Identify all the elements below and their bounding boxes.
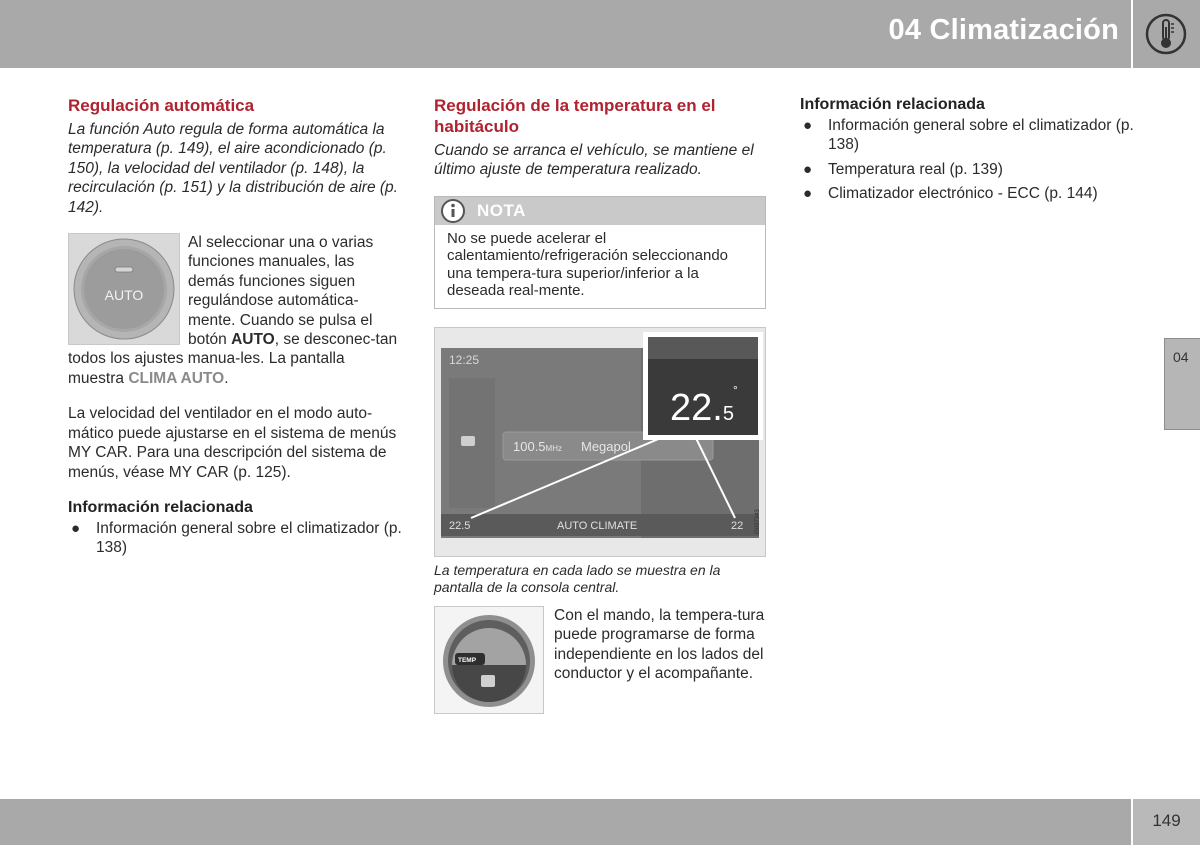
section-intro: Cuando se arranca el vehículo, se mantiene el último ajuste de temperatura realizado. [434,142,754,179]
page-footer [0,799,1131,845]
section-heading: Regulación de la temperatura en el habitáculo [434,96,716,136]
note-text: No se puede acelerar el calentamiento/refrigeración seleccionando una tempera-tura superior/inferior a la deseada real-mente. [447,229,729,300]
display-right-temp: 22 [731,519,744,532]
clima-auto-display-text: CLIMA AUTO [128,369,225,387]
figure-caption: La temperatura en cada lado se muestra en la pantalla de la consola central. [434,561,721,595]
chapter-side-tab-label: 04 [1173,349,1189,365]
column-related-info [800,95,1134,209]
display-left-temp: 22.5 [449,519,471,532]
auto-keyword: AUTO [231,331,275,349]
display-clock: 12:25 [449,352,480,367]
page-number-box [1133,799,1200,845]
related-heading: Información relacionada [68,498,253,516]
related-list [800,116,1134,204]
paragraph-temp-knob: Con el mando, la tempera-tura puede programarse de forma independiente en los lados del conductor y el acompañante. [554,606,765,683]
display-frequency-unit: MHz [545,443,562,453]
column-cabin-temperature [434,95,766,714]
column-auto-regulation [68,95,402,563]
page-header [0,0,1131,68]
note-title: NOTA [477,200,526,220]
related-heading: Información relacionada [800,96,985,113]
related-list [68,519,402,558]
note-header [435,197,765,225]
section-heading: Regulación automática [68,96,255,115]
display-frequency: 100.5 [513,438,546,454]
display-station: Megapol [581,438,631,454]
chapter-icon-box [1133,0,1200,68]
temp-knob-label: TEMP [458,656,477,664]
note-box [434,196,766,309]
section-intro: La función Auto regula de forma automática la temperatura (p. 149), el aire acondicionado (p. 150), la velocidad del ventilador (p. 148), la recirculación (p. 151) y la distribución de aire (p. 142). [68,121,398,216]
chapter-title: 04 Climatización [888,14,1119,46]
display-status: AUTO CLIMATE [557,519,638,532]
auto-button-image [68,233,180,345]
auto-button-label: AUTO [104,287,144,304]
zoom-temp-decimal: 5 [722,402,734,425]
chapter-side-tab[interactable] [1164,338,1200,430]
related-link[interactable]: ● Temperatura real (p. 139) [803,160,1003,178]
related-link[interactable]: ● Información general sobre el climatizador (p. 138) [803,117,1134,154]
zoom-temp-value: 22. [670,386,723,429]
page-number: 149 [1152,811,1181,830]
figure-code: G037343 [755,509,761,534]
related-link[interactable]: ● Climatizador electrónico - ECC (p. 144) [803,185,1098,203]
thermometer-icon [1143,13,1189,55]
paragraph-manual-functions: Al seleccionar una o varias funciones manuales, las demás funciones siguen regulándose automática-mente. Cuando se pulsa el botón AUTO, se desconec-tan todos los ajustes manua-les. La pantalla muestra CLIMA AUTO. [68,234,398,387]
bullet-icon: ● [803,117,813,134]
info-icon [439,198,467,224]
bullet-icon: ● [803,160,813,178]
temp-knob-image [434,606,544,714]
center-display-image [434,327,766,557]
related-link[interactable]: ● Información general sobre el climatizador (p. 138) [71,519,402,557]
paragraph-fan-speed: La velocidad del ventilador en el modo auto-mático puede ajustarse en el sistema de menús MY CAR. Para una descripción del sistema de menús, véase MY CAR (p. 125). [68,405,397,481]
zoom-degree: ° [733,382,738,397]
bullet-icon: ● [71,519,81,537]
bullet-icon: ● [803,185,813,203]
